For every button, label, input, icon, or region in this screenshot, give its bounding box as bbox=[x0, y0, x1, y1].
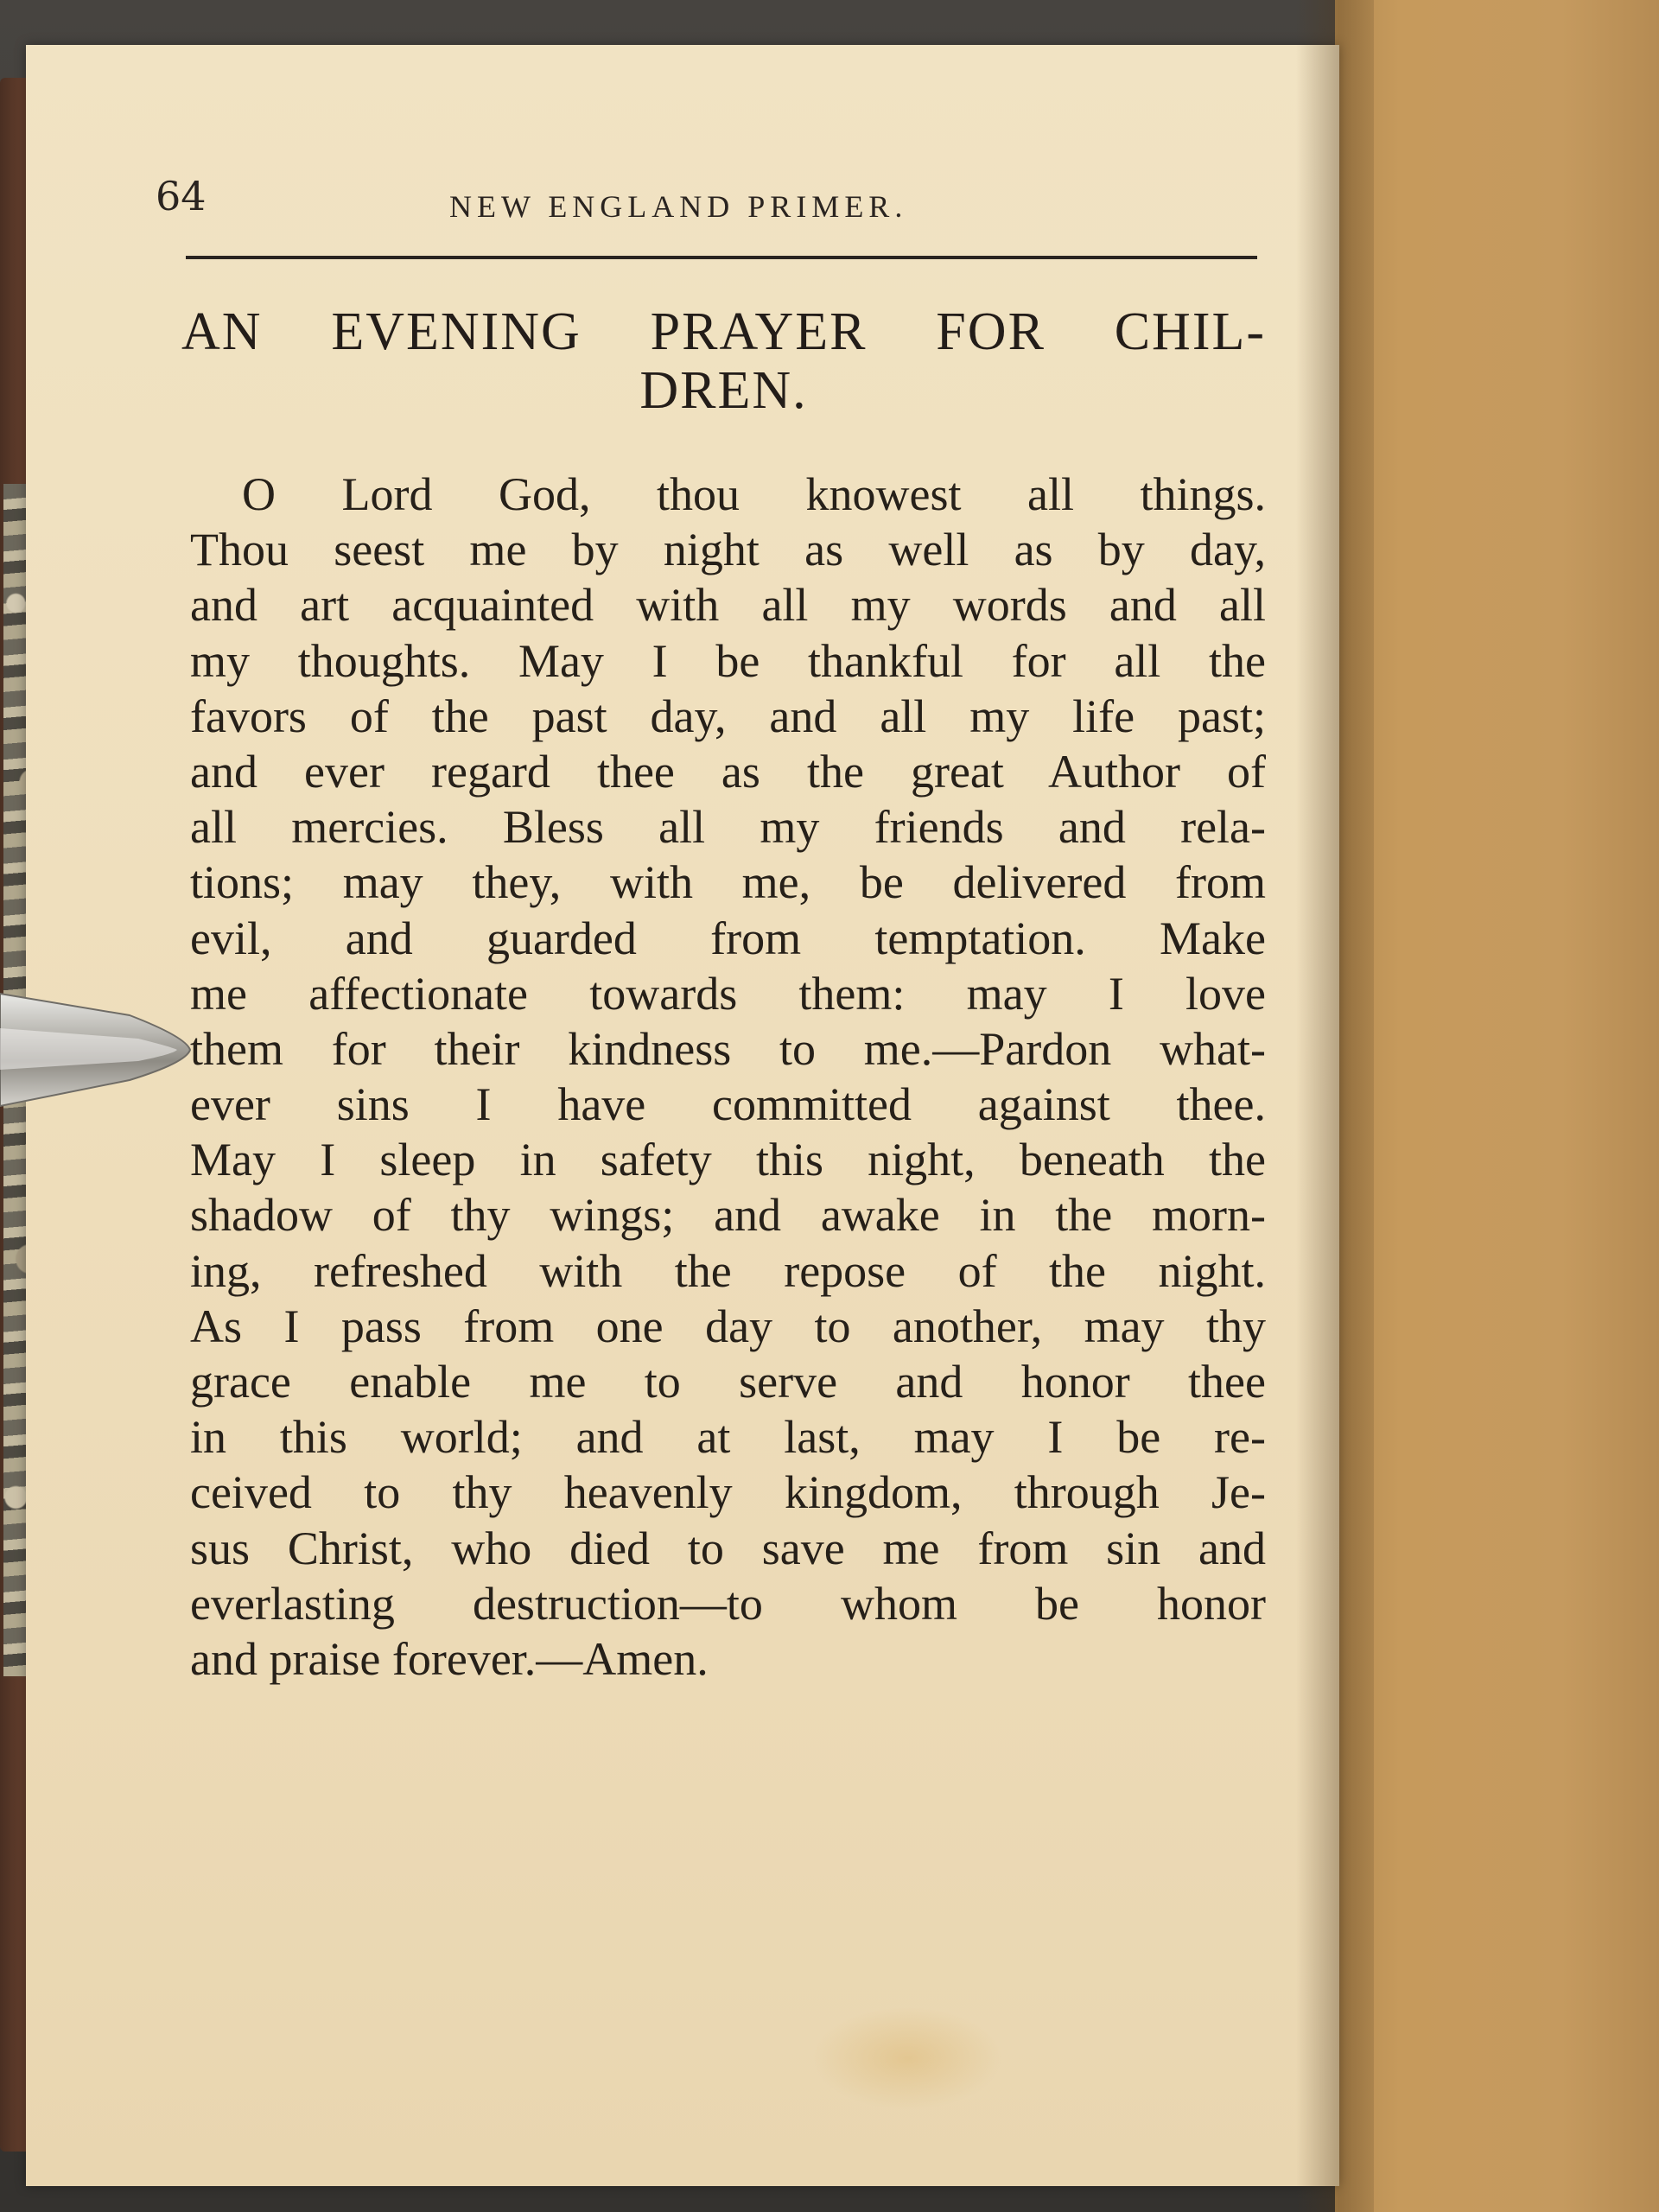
text-line: in this world; and at last, may I be re- bbox=[190, 1411, 1266, 1464]
text-line: As I pass from one day to another, may thy bbox=[190, 1300, 1266, 1352]
text-line: grace enable me to serve and honor thee bbox=[190, 1356, 1266, 1408]
gutter-shadow bbox=[1296, 0, 1374, 2212]
text-line: all mercies. Bless all my friends and rela- bbox=[190, 801, 1266, 854]
text-line: shadow of thy wings; and awake in the morn- bbox=[190, 1189, 1266, 1242]
prayer-text bbox=[190, 467, 1266, 1687]
text-line: ceived to thy heavenly kingdom, through Je- bbox=[190, 1466, 1266, 1519]
page-number: 64 bbox=[156, 173, 207, 219]
header-rule bbox=[186, 256, 1257, 259]
facing-page bbox=[1335, 0, 1659, 2212]
running-head bbox=[156, 173, 1262, 233]
text-line: me affectionate towards them: may I love bbox=[190, 967, 1266, 1020]
text-line: ever sins I have committed against thee. bbox=[190, 1078, 1266, 1131]
text-line: favors of the past day, and all my life past; bbox=[190, 690, 1266, 742]
text-line: sus Christ, who died to save me from sin and bbox=[190, 1522, 1266, 1574]
text-line: and art acquainted with all my words and all bbox=[190, 579, 1266, 632]
text-line: evil, and guarded from temptation. Make bbox=[190, 912, 1266, 964]
text-line: and praise forever.—Amen. bbox=[190, 1632, 709, 1685]
text-line: and ever regard thee as the great Author of bbox=[190, 745, 1266, 798]
page-stain bbox=[812, 2006, 1002, 2110]
bookmark-clip-icon bbox=[0, 976, 199, 1119]
text-line: ing, refreshed with the repose of the night. bbox=[190, 1244, 1266, 1297]
text-line: my thoughts. May I be thankful for all the bbox=[190, 634, 1266, 687]
text-line: everlasting destruction—to whom be honor bbox=[190, 1577, 1266, 1630]
text-line: them for their kindness to me.—Pardon what- bbox=[190, 1022, 1266, 1075]
section-title-line-2: DREN. bbox=[639, 361, 808, 420]
text-line: tions; may they, with me, be delivered from bbox=[190, 856, 1266, 909]
text-line: May I sleep in safety this night, beneath the bbox=[190, 1134, 1266, 1186]
text-line: O Lord God, thou knowest all things. bbox=[242, 468, 1266, 520]
section-title-line-1: AN EVENING PRAYER FOR CHIL- bbox=[181, 302, 1266, 361]
running-head-title: NEW ENGLAND PRIMER. bbox=[449, 189, 908, 224]
text-line: Thou seest me by night as well as by day, bbox=[190, 524, 1266, 576]
